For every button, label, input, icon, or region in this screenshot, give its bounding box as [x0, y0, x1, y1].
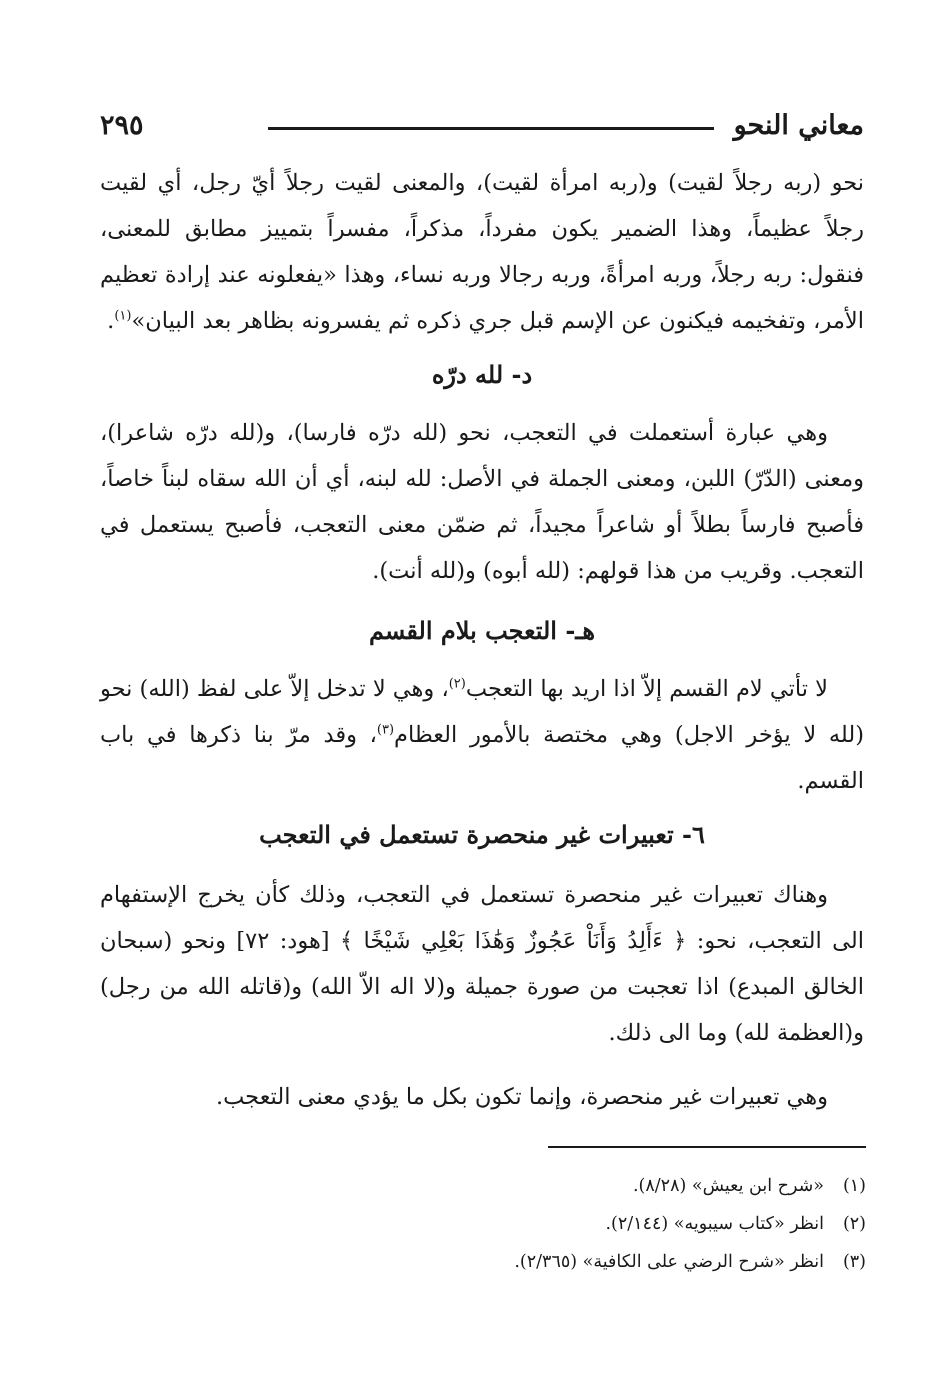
paragraph-1 — [100, 160, 864, 344]
paragraph-4-a: وهناك تعبيرات غير منحصرة تستعمل في التعجب، وذلك كأن يخرج الإستفهام الى التعجب، نحو: — [100, 882, 865, 954]
footnote-1-text: «شرح ابن يعيش» (٨/٢٨). — [632, 1176, 824, 1196]
paragraph-5: وهي تعبيرات غير منحصرة، وإنما تكون بكل ما يؤدي معنى التعجب. — [215, 1084, 828, 1110]
heading-6: ٦- تعبيرات غير منحصرة تستعمل في التعجب — [259, 820, 705, 849]
footnote-ref-3: (٣) — [376, 722, 395, 738]
page-body — [100, 160, 864, 1120]
paragraph-1-end: . — [107, 308, 115, 334]
footnote-3-number: (٣) — [842, 1252, 866, 1272]
running-title: معاني النحو — [733, 110, 864, 141]
paragraph-1-text: نحو (ربه رجلاً لقيت) و(ربه امرأة لقيت)، والمعنى لقيت رجلاً أيّ رجل، أي لقيت رجلاً عظيماً، وهذا الضمير يكون مفرداً، مذكراً، مفسراً بتمييز مطابق للمعنى، فنقول: ربه رجلاً، وربه امرأةً، وربه رجالا وربه نساء، وهذا «يفعلونه عند إرادة تعظيم الأمر، وتفخيمه فيكنون عن الإسم قبل جري ذكره ثم يفسرونه بظاهر بعد البيان» — [100, 170, 864, 334]
footnote-ref-2: (٢) — [448, 676, 466, 692]
footnote-2 — [100, 1205, 866, 1243]
footnote-3-text: انظر «شرح الرضي على الكافية» (٢/٣٦٥). — [514, 1252, 824, 1272]
footnote-1-number: (١) — [842, 1176, 866, 1196]
footnotes — [100, 1167, 866, 1281]
heading-h: هـ- التعجب بلام القسم — [369, 616, 595, 645]
footnote-1 — [100, 1167, 866, 1205]
footnote-ref-1: (١) — [114, 308, 132, 324]
paragraph-4 — [100, 872, 864, 1056]
paragraph-3-b: ، وهي لا تدخل إلاّ على لفظ (الله) نحو (لله لا يؤخر الاجل) وهي مختصة بالأمور العظام — [100, 676, 865, 748]
footnote-3 — [100, 1243, 866, 1281]
paragraph-2: وهي عبارة أستعملت في التعجب، نحو (لله درّه فارسا)، و(لله درّه شاعرا)، ومعنى (الدّرّ) اللبن، ومعنى الجملة في الأصل: لله لبنه، أي أن الله سقاه لبناً خاصاً، فأصبح فارساً بطلاً أو شاعراً مجيداً، ثم ضمّن معنى التعجب، فأصبح يستعمل في التعجب. وقريب من هذا قولهم: (لله أبوه) و(لله أنت). — [100, 420, 864, 584]
paragraph-3 — [100, 666, 864, 804]
footnote-2-text: انظر «كتاب سيبويه» (٢/١٤٤). — [605, 1214, 824, 1234]
quran-verse: ﴿ ءَأَلِدُ وَأَنَاْ عَجُوزٌ وَهَٰذَا بَعْلِي شَيْخًا ﴾ — [339, 928, 687, 954]
header-rule — [268, 127, 714, 130]
paragraph-4-b: [هود: ٧٢] ونحو (سبحان الخالق المبدع) اذا تعجبت من صورة جميلة و(لا اله الاّ الله) و(قاتله الله من رجل) و(العظمة لله) وما الى ذلك. — [100, 928, 864, 1046]
paragraph-3-c: ، وقد مرّ بنا ذكرها في باب القسم. — [100, 722, 864, 794]
page-number: ٢٩٥ — [100, 110, 144, 141]
page-header — [100, 104, 864, 148]
heading-d: د- لله درّه — [431, 360, 533, 389]
footnote-rule — [548, 1146, 866, 1148]
footnote-2-number: (٢) — [842, 1214, 866, 1234]
paragraph-3-a: لا تأتي لام القسم إلاّ اذا اريد بها التعجب — [465, 676, 828, 702]
